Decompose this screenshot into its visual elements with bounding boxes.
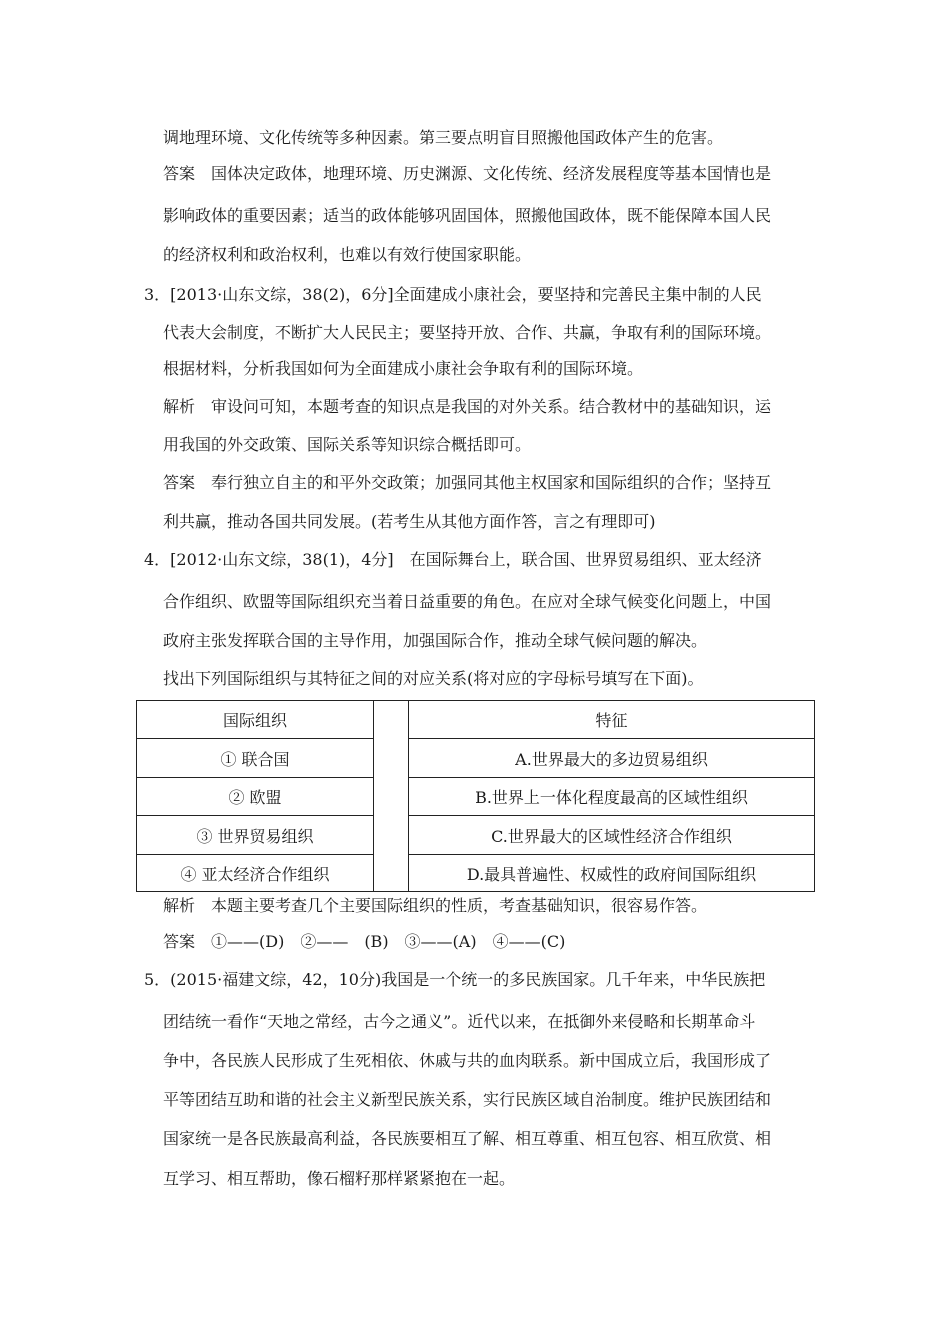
text-line: 利共赢，推动各国共同发展。(若考生从其他方面作答，言之有理即可) (163, 512, 656, 531)
text-line: 国家统一是各民族最高利益，各民族要相互了解、相互尊重、相互包容、相互欣赏、相 (163, 1129, 772, 1148)
analysis-line: 解析 审设问可知，本题考查的知识点是我国的对外关系。结合教材中的基础知识，运 (163, 397, 772, 416)
question-3-stem: 3．[2013·山东文综，38(2)，6分]全面建成小康社会，要坚持和完善民主集中制的人民 (144, 285, 762, 304)
matching-table (136, 700, 815, 892)
table-cell-feature: B.世界上一体化程度最高的区域性组织 (475, 788, 748, 807)
table-cell-feature: A.世界最大的多边贸易组织 (515, 749, 708, 769)
table-header-feature: 特征 (595, 711, 628, 730)
question-3-prompt: 根据材料，分析我国如何为全面建成小康社会争取有利的国际环境。 (163, 359, 644, 378)
table-cell-feature: D.最具普遍性、权威性的政府间国际组织 (466, 864, 757, 884)
question-4-prompt: 找出下列国际组织与其特征之间的对应关系(将对应的字母标号填写在下面)。 (163, 669, 704, 688)
text-line: 用我国的外交政策、国际关系等知识综合概括即可。 (163, 435, 532, 454)
text-line: 互学习、相互帮助，像石榴籽那样紧紧抱在一起。 (163, 1169, 516, 1188)
text-line: 代表大会制度，不断扩大人民民主；要坚持开放、合作、共赢，争取有利的国际环境。 (163, 323, 772, 342)
text-line: 团结统一看作“天地之常经，古今之通义”。近代以来，在抵御外来侵略和长期革命斗 (163, 1012, 756, 1031)
answer-line: 答案 奉行独立自主的和平外交政策；加强同其他主权国家和国际组织的合作；坚持互 (163, 473, 772, 492)
text-line: 平等团结互助和谐的社会主义新型民族关系，实行民族区域自治制度。维护民族团结和 (163, 1090, 772, 1109)
answer-line: 答案 国体决定政体，地理环境、历史渊源、文化传统、经济发展程度等基本国情也是 (163, 164, 772, 183)
table-cell-organization: ④ 亚太经济合作组织 (180, 864, 330, 884)
table-cell-organization: ③ 世界贸易组织 (196, 826, 314, 846)
table-cell-feature: C.世界最大的区域性经济合作组织 (491, 826, 732, 846)
text-line: 影响政体的重要因素；适当的政体能够巩固国体，照搬他国政体，既不能保障本国人民 (163, 206, 772, 225)
table-cell-organization: ① 联合国 (220, 749, 290, 769)
text-line: 政府主张发挥联合国的主导作用，加强国际合作，推动全球气候问题的解决。 (163, 631, 708, 650)
analysis-line: 解析 本题主要考查几个主要国际组织的性质，考查基础知识，很容易作答。 (163, 896, 708, 915)
table-header-organization: 国际组织 (222, 711, 287, 730)
text-line: 调地理环境、文化传统等多种因素。第三要点明盲目照搬他国政体产生的危害。 (163, 128, 724, 147)
answer-line: 答案 ①——(D) ②—— (B) ③——(A) ④——(C) (163, 932, 566, 951)
question-5-stem: 5．(2015·福建文综，42，10分)我国是一个统一的多民族国家。几千年来，中华民族把 (144, 970, 766, 989)
text-line: 争中，各民族人民形成了生死相依、休戚与共的血肉联系。新中国成立后，我国形成了 (163, 1051, 772, 1070)
text-line: 的经济权利和政治权利，也难以有效行使国家职能。 (163, 245, 532, 264)
question-4-stem: 4．[2012·山东文综，38(1)，4分] 在国际舞台上，联合国、世界贸易组织、亚太经济 (144, 550, 762, 569)
table-cell-organization: ② 欧盟 (228, 788, 282, 807)
text-line: 合作组织、欧盟等国际组织充当着日益重要的角色。在应对全球气候变化问题上，中国 (163, 592, 772, 611)
